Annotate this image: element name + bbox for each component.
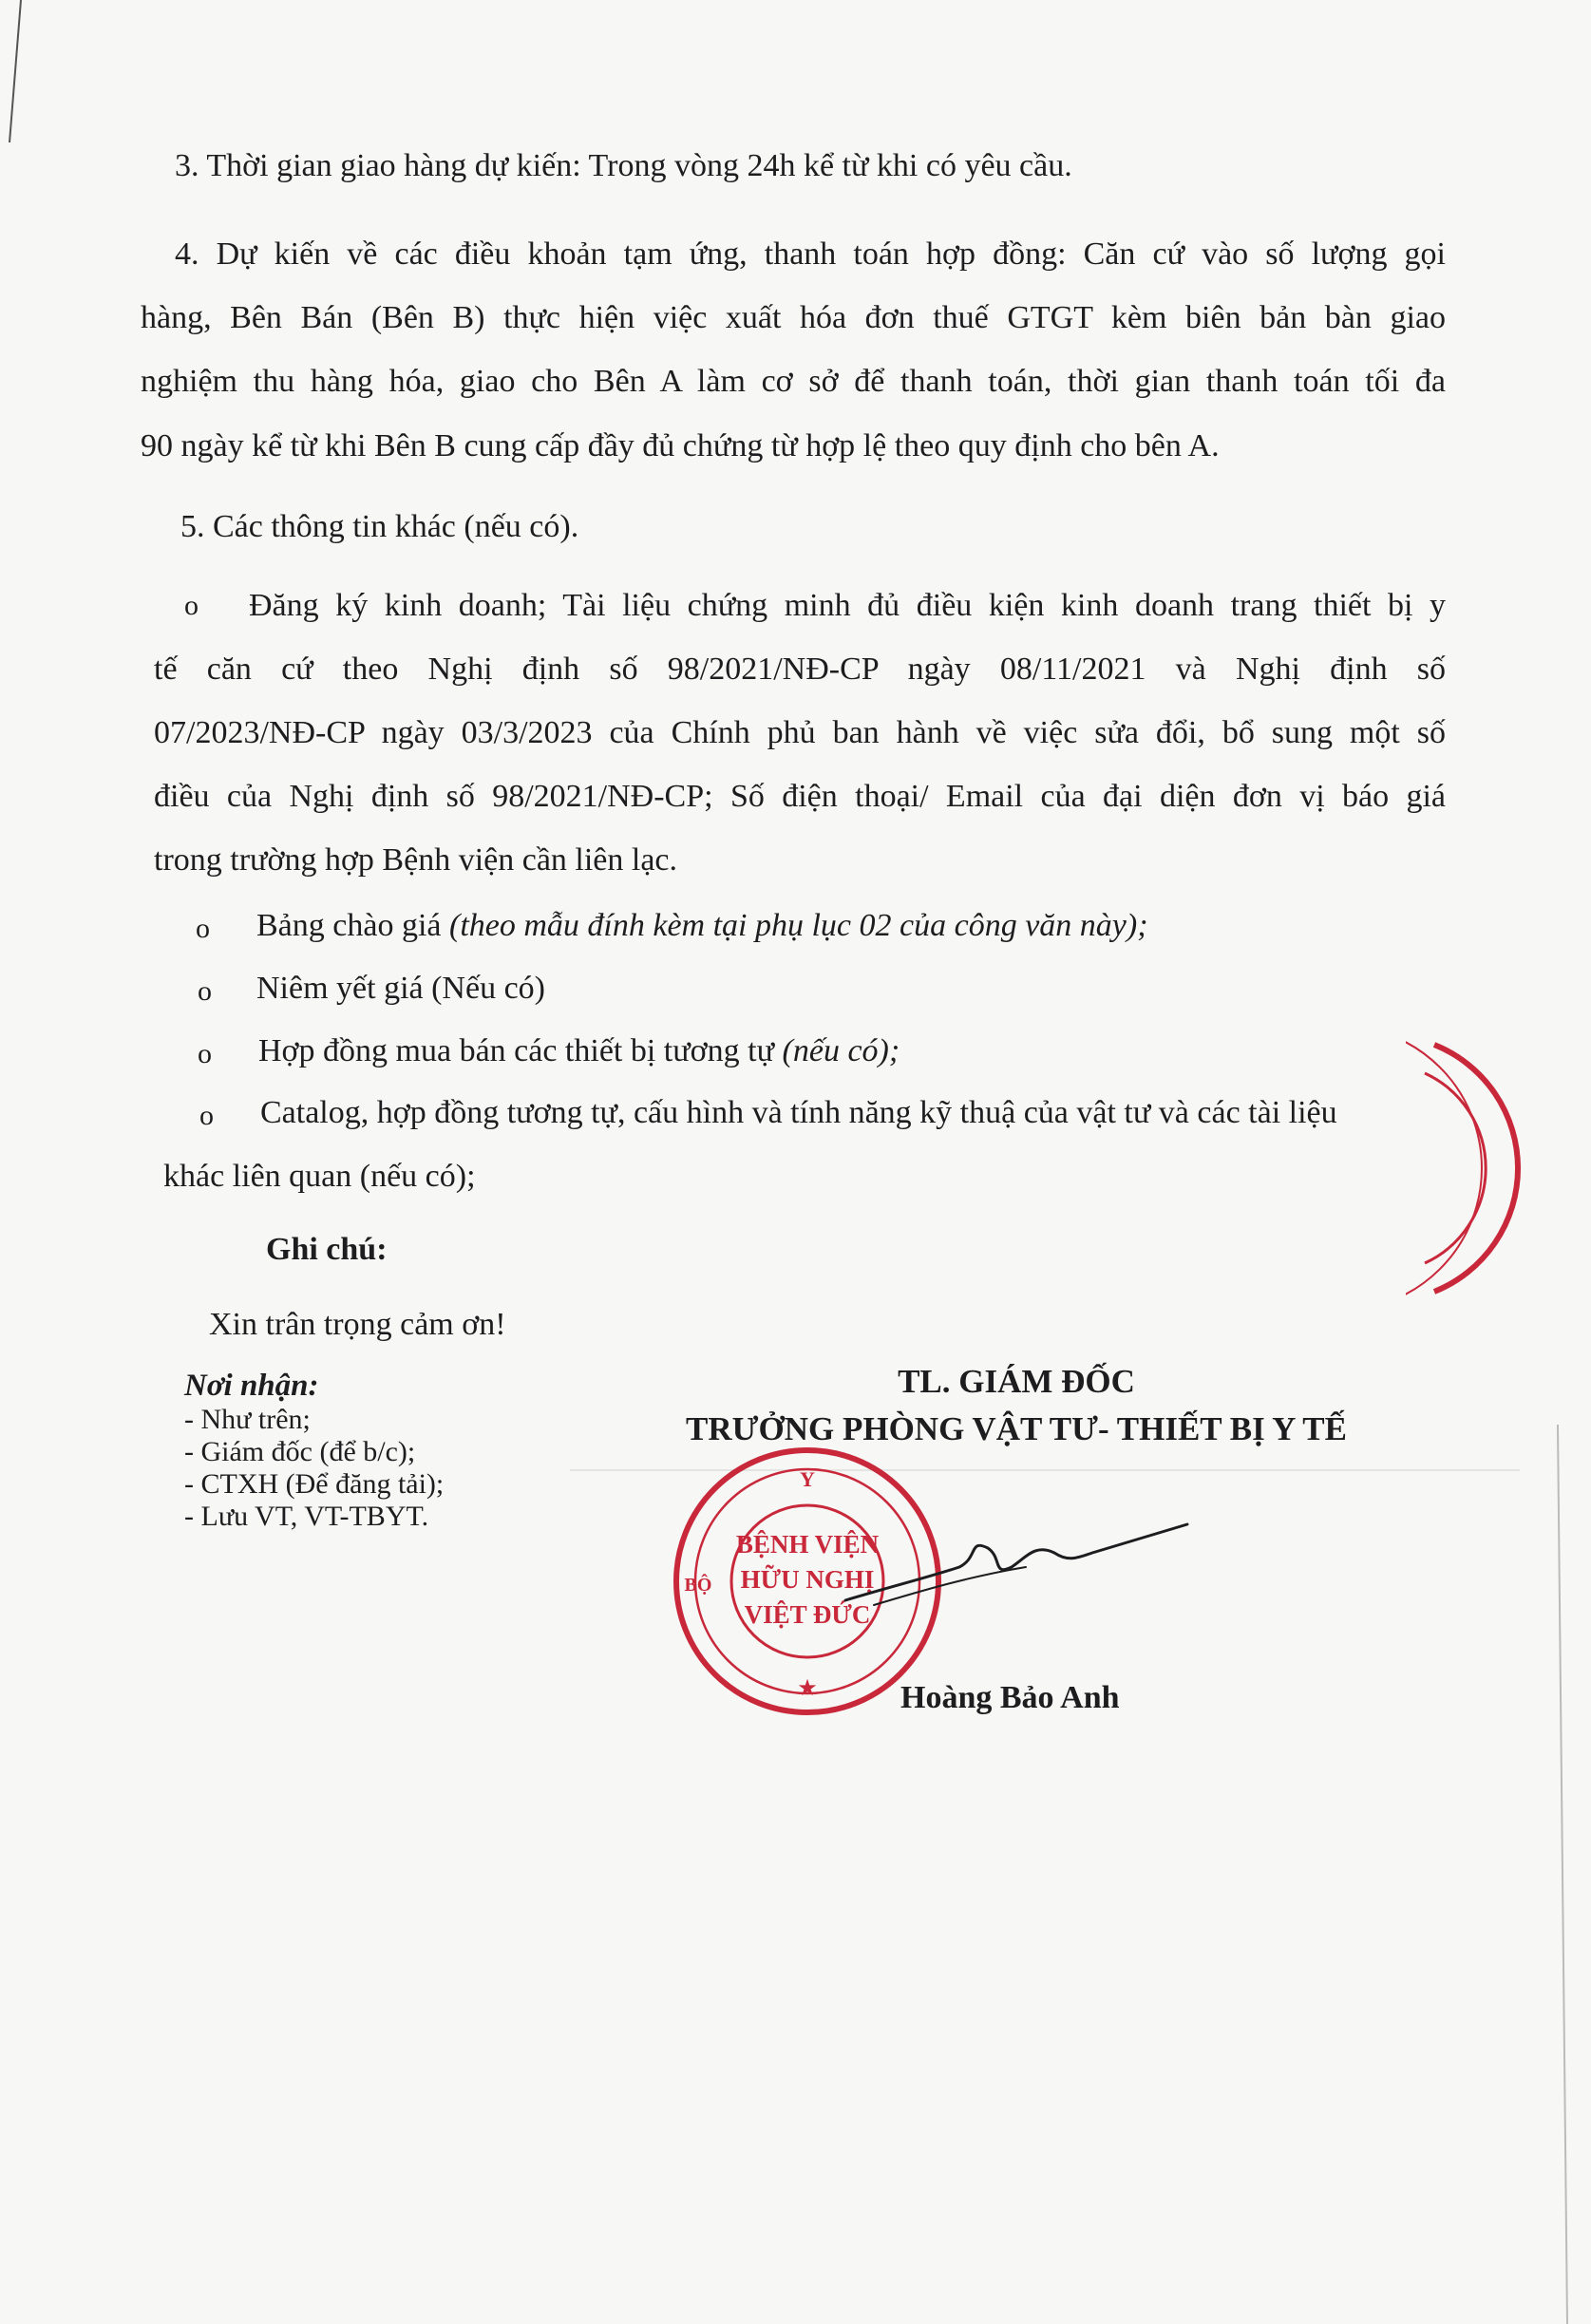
bullet-2-italic-note: (theo mẫu đính kèm tại phụ lục 02 của công văn này); (449, 908, 1148, 943)
bullet-1-line-1: Đăng ký kinh doanh; Tài liệu chứng minh đủ điều kiện kinh doanh trang thiết bị y (249, 588, 1446, 623)
bullet-marker: o (196, 913, 210, 944)
thanks-text: Xin trân trọng cảm ơn! (209, 1307, 506, 1342)
recipient-item: - Giám đốc (để b/c); (184, 1436, 416, 1467)
item-4-line-1: 4. Dự kiến về các điều khoản tạm ứng, thanh toán hợp đồng: Căn cứ vào số lượng gọi (175, 236, 1446, 272)
bullet-1-line-5: trong trường hợp Bệnh viện cần liên lạc. (154, 842, 678, 878)
recipients-block (184, 1368, 444, 1533)
partial-stamp-top-right (1406, 1035, 1558, 1301)
bullet-5-line-1: Catalog, hợp đồng tương tự, cấu hình và tính năng kỹ thuậ của vật tư và các tài liệu (260, 1095, 1337, 1130)
item-4-line-2: hàng, Bên Bán (Bên B) thực hiện việc xuất hóa đơn thuế GTGT kèm biên bản bàn giao (141, 300, 1446, 335)
bullet-4-text: Hợp đồng mua bán các thiết bị tương tự (258, 1033, 775, 1068)
recipient-item: - Như trên; (184, 1404, 311, 1435)
note-label: Ghi chú: (266, 1232, 388, 1267)
bullet-1-line-3: 07/2023/NĐ-CP ngày 03/3/2023 của Chính phủ ban hành về việc sửa đổi, bổ sung một số (154, 715, 1446, 750)
item-5-other-info: 5. Các thông tin khác (nếu có). (180, 509, 579, 544)
stamp-line-3: VIỆT ĐỨC (744, 1600, 871, 1629)
bullet-2-text: Bảng chào giá (256, 908, 442, 943)
item-3-delivery-time: 3. Thời gian giao hàng dự kiến: Trong vòng 24h kể từ khi có yêu cầu. (175, 148, 1072, 183)
stamp-ring-left: BỘ (684, 1575, 712, 1596)
bullet-marker: o (198, 975, 212, 1007)
signature-title-2: TRƯỞNG PHÒNG VẬT TƯ- THIẾT BỊ Y TẾ (686, 1410, 1347, 1447)
signer-name: Hoàng Bảo Anh (900, 1680, 1120, 1715)
stamp-line-1: BỆNH VIỆN (735, 1530, 880, 1559)
bullet-3-listed-price: Niêm yết giá (Nếu có) (256, 971, 545, 1006)
bullet-marker: o (184, 590, 199, 621)
stamp-star-icon: ★ (797, 1674, 818, 1701)
recipients-heading: Nơi nhận: (184, 1369, 319, 1403)
bullet-2-price-quote (256, 907, 1148, 945)
stamp-line-2: HỮU NGHỊ (740, 1565, 875, 1594)
item-4-line-3: nghiệm thu hàng hóa, giao cho Bên A làm cơ sở để thanh toán, thời gian thanh toán tối đa (141, 364, 1446, 399)
bullet-4-similar-contracts (258, 1032, 900, 1070)
handwritten-signature (836, 1510, 1197, 1624)
stamp-ring-top: Y (800, 1467, 815, 1491)
recipient-item: - CTXH (Để đăng tải); (184, 1468, 445, 1500)
bullet-marker: o (198, 1038, 212, 1069)
signature-title-1: TL. GIÁM ĐỐC (898, 1363, 1135, 1400)
bullet-5-line-2: khác liên quan (nếu có); (163, 1159, 476, 1194)
bullet-4-italic-note: (nếu có); (782, 1033, 900, 1068)
bullet-1-line-2: tế căn cứ theo Nghị định số 98/2021/NĐ-CP ngày 08/11/2021 và Nghị định số (154, 652, 1446, 687)
bullet-marker: o (199, 1100, 214, 1131)
bullet-1-line-4: điều của Nghị định số 98/2021/NĐ-CP; Số điện thoại/ Email của đại diện đơn vị báo giá (154, 779, 1446, 814)
recipient-item: - Lưu VT, VT-TBYT. (184, 1501, 429, 1532)
item-4-line-4: 90 ngày kể từ khi Bên B cung cấp đầy đủ chứng từ hợp lệ theo quy định cho bên A. (141, 428, 1220, 463)
